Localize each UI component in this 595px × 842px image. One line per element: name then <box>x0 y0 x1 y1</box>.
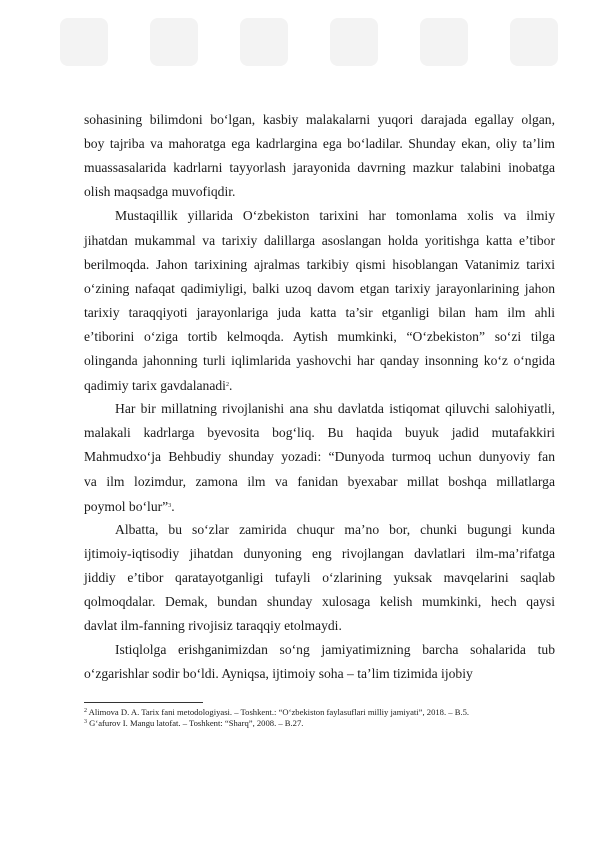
line-text: malakali kadrlarga byevosita bog‘liq. Bu haqida buyuk jadid mutafakkiri <box>84 425 555 441</box>
line-text: o‘zining nafaqat qadimiyligi, balki uzoq davom etgan tarixiy jarayonlarining jahon <box>84 280 555 296</box>
text-line <box>84 566 555 590</box>
text-line <box>84 229 555 253</box>
line-text: o‘zgarishlar sodir bo‘ldi. Ayniqsa, ijtimoiy soha – ta’lim tizimida ijobiy <box>84 666 473 682</box>
text-line <box>84 662 555 686</box>
line-text: Har bir millatning rivojlanishi ana shu davlatda istiqomat qiluvchi salohiyatli, <box>115 401 555 417</box>
line-text: berilmoqda. Jahon tarixining ajralmas tarkibiy qismi hisoblangan Vatanimiz tarixi <box>84 256 555 272</box>
text-line <box>115 638 555 662</box>
text-line <box>84 180 555 204</box>
text-line <box>84 301 555 325</box>
footnote-text: G‘afurov I. Mangu latofat. – Toshkent: “Sharq”, 2008. – B.27. <box>87 718 304 728</box>
line-text: tarixiy taraqqiyoti jarayonlariga juda katta ta’sir etganligi bilan ham ilm ahli <box>84 304 555 320</box>
footnote-3 <box>84 717 303 729</box>
text-line <box>84 445 555 469</box>
line-text: poymol bo‘lur” <box>84 498 169 514</box>
text-line <box>115 204 555 228</box>
footnote-text: Alimova D. A. Tarix fani metodologiyasi. – Toshkent.: “O‘zbekiston faylasuflari milliy jamiyati”, 2018. – B.5. <box>87 707 470 717</box>
text-line <box>84 494 555 518</box>
line-text: ijtimoiy-iqtisodiy jihatdan dunyoning eng rivojlangan davlatlari ilm-ma’rifatga <box>84 545 555 561</box>
line-text: qolmoqdalar. Demak, bundan shunday xulosaga kelish mumkinki, hech qaysi <box>84 594 555 609</box>
text-line <box>115 397 555 421</box>
text-line <box>84 470 555 494</box>
line-text: Mustaqillik yillarida O‘zbekiston tarixini har tomonlama xolis va ilmiy <box>115 208 555 224</box>
line-text: Albatta, bu so‘zlar zamirida chuqur ma’no bor, chunki bugungi kunda <box>115 521 555 537</box>
footnote-separator <box>84 702 203 703</box>
text-line <box>84 421 555 445</box>
line-text: jiddiy e’tibor qaratayotganligi tufayli o‘zlarining yuksak mavqelarini saqlab <box>84 569 555 585</box>
text-line <box>84 253 555 277</box>
line-text: e’tiborini o‘ziga tortib kelmoqda. Aytish mumkinki, “O‘zbekiston” so‘zi tilga <box>84 328 555 344</box>
line-text: davlat ilm-fanning rivojisiz taraqqiy etolmaydi. <box>84 618 342 634</box>
line-text: olish maqsadga muvofiqdir. <box>84 184 236 200</box>
text-line <box>84 132 555 156</box>
line-text: Mahmudxo‘ja Behbudiy shunday yozadi: “Dunyoda turmoq uchun dunyoviy fan <box>84 449 555 465</box>
text-line <box>84 373 555 397</box>
text-line <box>84 614 555 638</box>
text-line <box>84 277 555 301</box>
text-line <box>84 349 555 373</box>
line-text: jihatdan mukammal va tarixiy dalillarga asoslangan holda yoritishga katta e’tibor <box>84 232 555 248</box>
line-text: muassasalarida kadrlarni tayyorlash jarayonida davrning mazkur talabini inobatga <box>84 160 555 176</box>
punctuation: . <box>171 498 175 514</box>
text-line <box>84 590 555 614</box>
line-text: sohasining bilimdoni bo‘lgan, kasbiy malakalarni yuqori darajada egallay olgan, <box>84 112 555 127</box>
line-text: va ilm lozimdur, zamona ilm va fanidan byexabar millat boshqa millatlarga <box>84 473 555 489</box>
footnote-reference[interactable]: 2 <box>225 382 229 389</box>
line-text: Istiqlolga erishganimizdan so‘ng jamiyatimizning barcha sohalarida tub <box>115 642 555 658</box>
footnote-number: 3 <box>84 719 87 725</box>
line-text: boy tajriba va mahoratga ega kadrlargina ega bo‘ladilar. Shunday ekan, oliy ta’lim <box>84 136 555 152</box>
text-line <box>115 518 555 542</box>
footnote-reference[interactable]: 3 <box>168 502 172 509</box>
punctuation: . <box>228 378 233 394</box>
footnote-number: 2 <box>84 708 87 714</box>
line-text: olinganda jahonning turli iqlimlarida yashovchi har qanday insonning ko‘z o‘ngida <box>84 353 555 368</box>
text-line <box>84 108 555 132</box>
text-line <box>84 325 555 349</box>
text-line <box>84 156 555 180</box>
text-line <box>84 542 555 566</box>
line-text: qadimiy tarix gavdalanadi <box>84 378 226 394</box>
watermark <box>0 0 595 90</box>
